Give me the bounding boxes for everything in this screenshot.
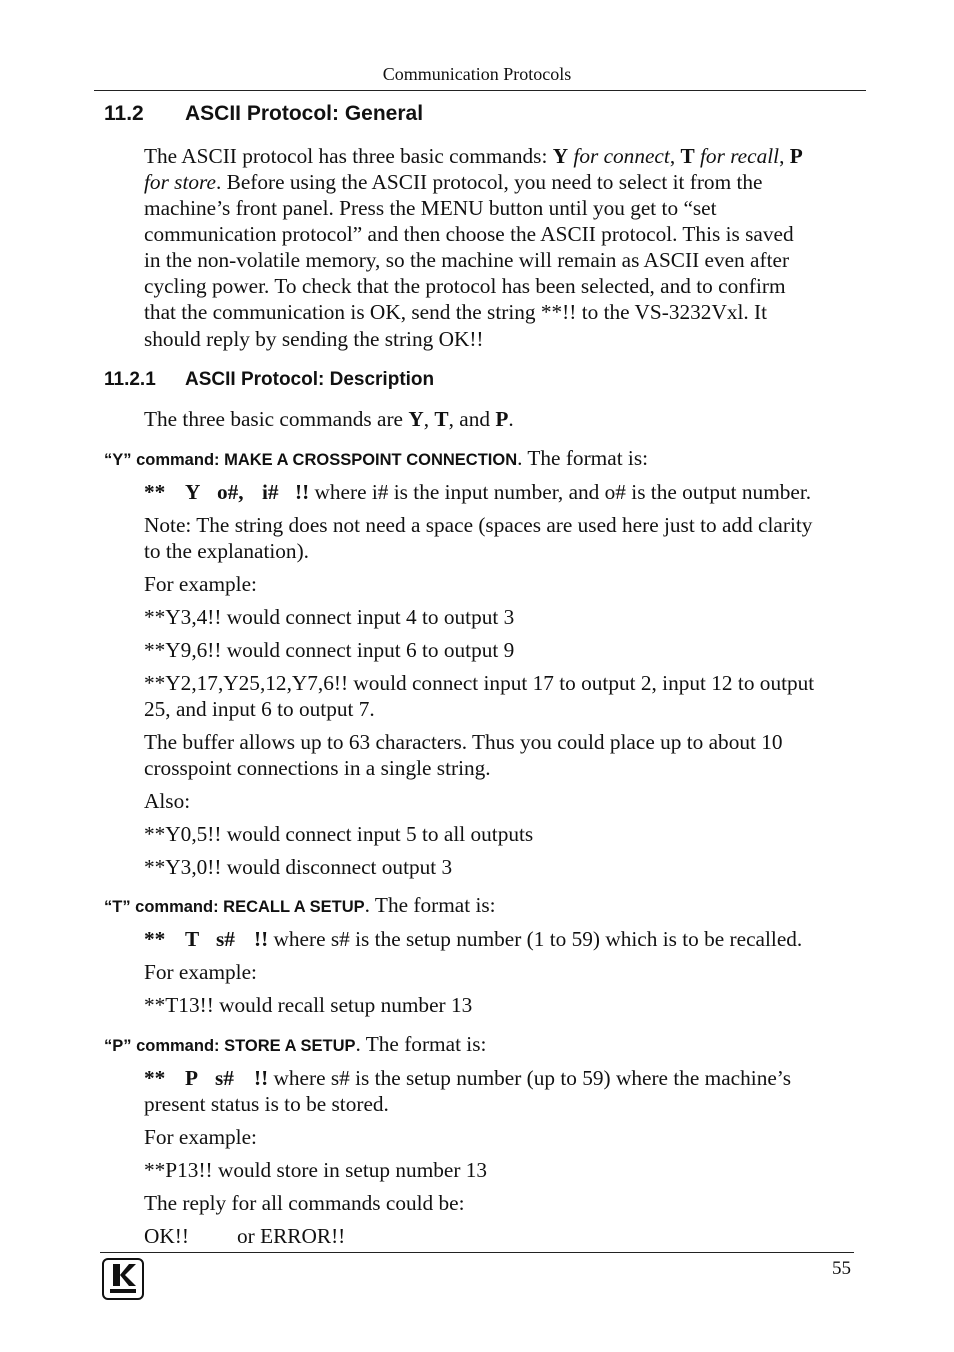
reply-error: or ERROR!! — [237, 1224, 346, 1248]
running-header: Communication Protocols — [382, 64, 572, 84]
p-example-1: **P13!! would store in setup number 13 — [144, 1158, 488, 1182]
y-note-line-1: Note: The string does not need a space (spaces are used here just to add clarity — [144, 513, 813, 537]
header-rule — [94, 90, 866, 91]
kramer-logo — [102, 1258, 144, 1300]
y-example-3-line-2: 25, and input 6 to output 7. — [144, 697, 375, 721]
subsection-title: ASCII Protocol: Description — [185, 369, 435, 390]
reply-intro: The reply for all commands could be: — [144, 1191, 465, 1215]
description-line: The three basic commands are Y, T, and P. — [144, 407, 514, 431]
t-command-heading: “T” command: RECALL A SETUP. The format is: — [104, 893, 496, 917]
y-example-2: **Y9,6!! would connect input 6 to output 9 — [144, 638, 515, 662]
subsection-heading — [104, 369, 434, 391]
section-number: 11.2 — [104, 102, 144, 125]
intro-line-8: should reply by sending the string OK!! — [144, 327, 484, 351]
intro-line-2: for store. Before using the ASCII protocol, you need to select it from the — [144, 170, 763, 194]
y-for-example: For example: — [144, 572, 257, 596]
p-command-format: ** P s# !! where s# is the setup number (up to 59) where the machine’s — [144, 1066, 792, 1090]
y-buffer-line-2: crosspoint connections in a single string. — [144, 756, 491, 780]
y-command-format: ** Y o#, i# !! where i# is the input number, and o# is the output number. — [144, 480, 812, 504]
y-example-1: **Y3,4!! would connect input 4 to output 3 — [144, 605, 515, 629]
y-example-5: **Y3,0!! would disconnect output 3 — [144, 855, 453, 879]
footer-rule — [100, 1252, 854, 1253]
p-format-line-2: present status is to be stored. — [144, 1092, 389, 1116]
p-command-heading: “P” command: STORE A SETUP. The format is: — [104, 1032, 487, 1056]
y-example-4: **Y0,5!! would connect input 5 to all outputs — [144, 822, 534, 846]
p-for-example: For example: — [144, 1125, 257, 1149]
intro-line-5: in the non-volatile memory, so the machine will remain as ASCII even after — [144, 248, 790, 272]
t-example-1: **T13!! would recall setup number 13 — [144, 993, 473, 1017]
page-number: 55 — [832, 1258, 851, 1279]
t-command-format: ** T s# !! where s# is the setup number (1 to 59) which is to be recalled. — [144, 927, 803, 951]
intro-line-3: machine’s front panel. Press the MENU button until you get to “set — [144, 196, 717, 220]
section-heading — [104, 102, 423, 126]
y-command-heading: “Y” command: MAKE A CROSSPOINT CONNECTION. The format is: — [104, 446, 649, 470]
reply-ok: OK!! — [144, 1224, 189, 1248]
t-for-example: For example: — [144, 960, 257, 984]
intro-line-7: that the communication is OK, send the string **!! to the VS-3232Vxl. It — [144, 300, 768, 324]
y-example-3-line-1: **Y2,17,Y25,12,Y7,6!! would connect input 17 to output 2, input 12 to output — [144, 671, 815, 695]
intro-line-1: The ASCII protocol has three basic commands: Y for connect, T for recall, P — [144, 144, 803, 168]
section-title: ASCII Protocol: General — [185, 102, 424, 125]
y-buffer-line-1: The buffer allows up to 63 characters. Thus you could place up to about 10 — [144, 730, 783, 754]
subsection-number: 11.2.1 — [104, 369, 156, 390]
intro-line-6: cycling power. To check that the protocol has been selected, and to confirm — [144, 274, 786, 298]
y-note-line-2: to the explanation). — [144, 539, 309, 563]
reply-values — [144, 1223, 345, 1249]
y-also: Also: — [144, 789, 191, 813]
intro-line-4: communication protocol” and then choose the ASCII protocol. This is saved — [144, 222, 794, 246]
